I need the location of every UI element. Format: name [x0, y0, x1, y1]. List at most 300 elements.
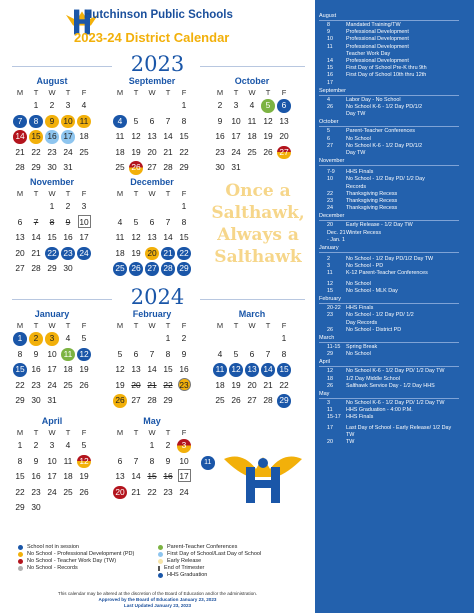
month-name: May [143, 416, 161, 426]
footer [0, 591, 315, 609]
day-number: 26 [113, 394, 127, 408]
event-row [327, 256, 470, 263]
day-number: 29 [15, 502, 25, 512]
event-date: 10 [327, 36, 333, 43]
event-row [327, 305, 470, 312]
weekday-label: F [181, 428, 187, 437]
day-cell [144, 393, 160, 409]
day-cell [176, 129, 192, 145]
day-number: 3 [233, 100, 239, 110]
month-grid [212, 87, 292, 176]
day-cell [228, 160, 244, 176]
day-cell [112, 215, 128, 231]
day-cell [76, 215, 92, 231]
day-cell [212, 347, 228, 363]
day-number: 18 [247, 131, 257, 141]
day-cell [212, 98, 228, 114]
weekday-label: F [81, 321, 87, 330]
event-date: 15 [327, 65, 333, 72]
day-cell [176, 469, 192, 485]
day-number: 25 [79, 146, 89, 157]
calendar-title: 2023-24 District Calendar [74, 30, 230, 45]
day-cell [212, 160, 228, 176]
day-number: 21 [31, 247, 41, 258]
event-row [327, 230, 470, 237]
event-row [327, 44, 470, 51]
day-cell [44, 347, 60, 363]
day-cell [160, 485, 176, 501]
day-number: 11 [63, 455, 73, 466]
day-cell [76, 438, 92, 454]
legend-item [18, 544, 134, 551]
weekday-label: M [16, 321, 24, 330]
day-cell [144, 160, 160, 176]
day-number: 30 [31, 502, 41, 512]
day-cell [76, 485, 92, 501]
event-row [327, 169, 470, 176]
event-date: 15-17 [327, 414, 341, 421]
weekday-label: T [265, 88, 271, 97]
day-number: 13 [131, 364, 141, 374]
event-date: 11 [327, 270, 333, 277]
day-number: 4 [65, 440, 71, 450]
footer-updated: Last Updated January 23, 2023 [123, 603, 192, 608]
weekday-label: T [265, 321, 271, 330]
day-cell [276, 160, 292, 176]
day-number: 9 [33, 348, 39, 359]
day-cell [144, 145, 160, 161]
month-september [112, 75, 192, 176]
day-cell [160, 378, 176, 394]
weekday-label: W [48, 189, 56, 198]
day-cell [44, 485, 60, 501]
weekday-label: W [148, 88, 156, 97]
day-number: 12 [77, 348, 91, 362]
weekday-label: T [233, 88, 239, 97]
day-number: 12 [131, 232, 141, 242]
event-row [327, 368, 470, 375]
day-cell [160, 393, 176, 409]
day-cell [176, 331, 192, 347]
event-text [346, 80, 468, 87]
day-cell [128, 347, 144, 363]
day-cell [28, 246, 44, 262]
day-cell [76, 331, 92, 347]
day-number: 18 [215, 379, 225, 390]
day-number: 20 [131, 379, 141, 390]
day-number: 14 [13, 130, 27, 144]
day-cell [28, 261, 44, 277]
day-cell [76, 500, 92, 516]
day-number: 13 [147, 131, 157, 141]
weekday-label: T [33, 428, 39, 437]
day-number: 29 [31, 162, 41, 172]
day-number: 27 [147, 162, 157, 172]
day-cell [160, 362, 176, 378]
day-number: 16 [215, 131, 225, 141]
day-cell [244, 160, 260, 176]
day-cell [128, 145, 144, 161]
day-cell [260, 347, 276, 363]
event-text: Salthawk Service Day - 1/2 Day HHS [346, 382, 435, 389]
day-cell [228, 347, 244, 363]
day-cell [228, 114, 244, 130]
day-cell [28, 393, 44, 409]
day-cell [60, 129, 76, 145]
event-row [327, 439, 470, 446]
day-number: 16 [45, 130, 59, 144]
day-number: 21 [163, 146, 173, 157]
day-cell [176, 199, 192, 215]
weekday-label: F [281, 321, 287, 330]
day-cell [276, 98, 292, 114]
day-number: 28 [31, 263, 41, 273]
day-cell [28, 199, 44, 215]
day-cell [260, 378, 276, 394]
day-cell [28, 469, 44, 485]
day-number: 2 [165, 440, 171, 450]
day-number: 14 [163, 131, 173, 141]
event-date: 8 [327, 22, 330, 28]
event-date [327, 320, 346, 327]
event-row [327, 312, 470, 319]
day-number: 24 [231, 146, 241, 157]
day-cell [276, 378, 292, 394]
day-cell [128, 454, 144, 470]
day-number: 17 [79, 232, 89, 242]
day-cell [128, 160, 144, 176]
day-number: 20 [15, 247, 25, 258]
event-row [327, 29, 470, 36]
weekday-label: T [133, 189, 139, 198]
day-number: 23 [61, 247, 75, 261]
day-number: 11 [247, 115, 257, 126]
day-number: 16 [179, 364, 189, 374]
footer-disclaimer: This calendar may be altered at the discretion of the Board of Education and/or the administration. [57, 591, 258, 596]
day-number: 2 [29, 332, 43, 346]
day-number: 4 [117, 216, 123, 227]
event-text: No School [346, 135, 371, 142]
event-text: First Day of School 10th thru 12th [346, 72, 427, 79]
day-cell [260, 114, 276, 130]
month-name: April [41, 416, 63, 426]
weekday-label: M [216, 88, 224, 97]
day-number: 8 [281, 348, 287, 359]
slogan-line: Always a [217, 225, 299, 245]
day-cell [276, 331, 292, 347]
day-cell [212, 331, 228, 347]
day-number: 3 [45, 332, 59, 346]
day-cell [28, 378, 44, 394]
event-row [327, 143, 470, 150]
day-number: 6 [149, 216, 155, 227]
legend-label: No School - Professional Development (PD) [27, 551, 135, 557]
day-number: 14 [147, 364, 157, 374]
day-number: 26 [231, 395, 241, 405]
day-number: 29 [163, 395, 173, 405]
day-cell [60, 114, 76, 130]
slogan [208, 180, 308, 268]
day-number: 16 [31, 471, 41, 481]
day-cell [12, 362, 28, 378]
day-number: 8 [165, 348, 171, 359]
weekday-label: M [116, 321, 124, 330]
day-cell [144, 485, 160, 501]
day-number: 8 [49, 216, 55, 227]
day-number: 15 [47, 232, 57, 242]
day-cell [44, 331, 60, 347]
day-cell [76, 199, 92, 215]
day-cell [144, 331, 160, 347]
day-number: 5 [117, 348, 123, 359]
day-number: 15 [179, 131, 189, 141]
weekday-label: W [48, 428, 56, 437]
day-number: 23 [163, 486, 173, 497]
day-cell [28, 98, 44, 114]
day-number: 25 [63, 486, 73, 497]
day-cell [160, 129, 176, 145]
day-number: 4 [217, 348, 223, 359]
weekday-label: T [233, 321, 239, 330]
day-cell [112, 129, 128, 145]
event-date [327, 432, 346, 439]
weekday-label: M [116, 428, 124, 437]
day-cell [128, 362, 144, 378]
legend-item [158, 565, 261, 572]
event-text: No School [346, 351, 371, 358]
event-text: Labor Day - No School [346, 96, 401, 103]
day-number: 13 [15, 232, 25, 242]
day-cell [12, 454, 28, 470]
event-text: 1/2 Day Middle School [346, 375, 400, 382]
day-cell [160, 438, 176, 454]
day-cell [176, 393, 192, 409]
day-cell [144, 347, 160, 363]
day-number: 28 [263, 395, 273, 405]
footer-approval: Approved by the Board of Education January 23, 2023 [98, 597, 217, 602]
day-cell [176, 215, 192, 231]
day-cell [176, 438, 192, 454]
day-cell [60, 215, 76, 231]
event-text: No School - 1/2 Day PD/ 1/2 [346, 312, 414, 319]
day-number: 20 [145, 247, 159, 261]
event-date: 24 [327, 205, 333, 212]
month-march [212, 308, 292, 409]
event-row [327, 104, 470, 111]
slogan-line: Once a [225, 181, 291, 201]
day-cell [76, 454, 92, 470]
year-2024-heading: 2024 [130, 285, 185, 309]
event-row [327, 136, 470, 143]
legend-dot-icon [158, 559, 163, 564]
day-cell [228, 129, 244, 145]
day-cell [44, 261, 60, 277]
day-cell [276, 114, 292, 130]
event-date: 6 [327, 135, 330, 142]
day-number: 15 [147, 471, 157, 481]
day-number: 1 [181, 201, 187, 211]
day-cell [260, 129, 276, 145]
day-number: 22 [15, 379, 25, 390]
day-number: 15 [13, 363, 27, 377]
event-text: Day Records [346, 319, 378, 326]
day-number: 28 [15, 162, 25, 172]
event-text: No School K-6 - 1/2 Day PD/ 1/2 Day TW [346, 368, 445, 375]
day-cell [260, 160, 276, 176]
day-cell [12, 114, 28, 130]
month-name: September [128, 76, 176, 86]
day-cell [160, 246, 176, 262]
day-number: 29 [15, 395, 25, 405]
day-number: 19 [79, 471, 89, 481]
graduation-marker: 11 [201, 456, 215, 470]
day-cell [144, 362, 160, 378]
event-date: 22 [327, 190, 333, 197]
day-number: 30 [47, 162, 57, 172]
day-cell [44, 438, 60, 454]
event-row [327, 222, 470, 229]
day-cell [176, 98, 192, 114]
day-number: 25 [247, 146, 257, 157]
day-number: 6 [277, 99, 291, 113]
event-row [327, 320, 470, 327]
event-row [327, 270, 470, 277]
day-number: 3 [81, 201, 87, 211]
event-date [327, 184, 346, 191]
event-row [327, 432, 470, 439]
day-cell [44, 145, 60, 161]
day-cell [128, 230, 144, 246]
event-date: 27 [327, 142, 333, 149]
day-cell [160, 98, 176, 114]
day-number: 23 [47, 146, 57, 157]
day-number: 18 [63, 364, 73, 374]
day-cell [144, 261, 160, 277]
month-name: October [234, 76, 270, 86]
day-cell [28, 362, 44, 378]
day-number: 19 [263, 131, 273, 141]
day-cell [60, 347, 76, 363]
event-text: First Day of School Pre-K thru 9th [346, 65, 427, 72]
day-cell [60, 362, 76, 378]
weekday-label: F [81, 428, 87, 437]
day-number: 1 [149, 440, 155, 450]
legend-right [158, 544, 261, 579]
day-number: 9 [181, 348, 187, 359]
day-number: 20 [113, 486, 127, 500]
event-row [327, 281, 470, 288]
day-cell [176, 454, 192, 470]
weekday-label: T [165, 88, 171, 97]
day-cell [76, 98, 92, 114]
event-text: Day TW [346, 111, 366, 118]
event-row [327, 288, 470, 295]
day-number: 29 [47, 263, 57, 273]
day-cell [228, 393, 244, 409]
weekday-label: T [165, 189, 171, 198]
event-row [327, 237, 470, 244]
day-number: 8 [17, 348, 23, 359]
day-cell [244, 145, 260, 161]
day-number: 10 [47, 348, 57, 359]
legend-label: HHS Graduation [167, 572, 208, 578]
month-grid [12, 87, 92, 176]
day-number: 19 [115, 379, 125, 390]
day-number: 18 [115, 146, 125, 157]
day-cell [76, 378, 92, 394]
events-panel [315, 0, 474, 613]
day-cell [244, 331, 260, 347]
day-number: 28 [163, 162, 173, 172]
event-text: No School - District PD [346, 326, 402, 333]
day-cell [76, 469, 92, 485]
slogan-line: Salthawk [214, 247, 302, 267]
event-text: Thanksgiving Recess [346, 190, 398, 197]
day-cell [12, 98, 28, 114]
day-cell [112, 469, 128, 485]
day-number: 11 [115, 131, 125, 141]
legend-dot-icon [18, 559, 23, 564]
day-number: 23 [31, 486, 41, 497]
day-number: 26 [263, 146, 273, 157]
event-date: - Jan. 1 [327, 236, 345, 243]
event-row [327, 150, 470, 157]
event-section-header: December [319, 213, 459, 221]
day-number: 4 [113, 115, 127, 129]
month-name: January [34, 309, 70, 319]
day-number: 24 [47, 486, 57, 497]
month-name: December [130, 177, 174, 187]
day-cell [176, 246, 192, 262]
day-number: 7 [165, 216, 171, 227]
day-cell [76, 129, 92, 145]
day-number: 15 [15, 471, 25, 481]
day-number: 17 [61, 130, 75, 144]
day-cell [128, 378, 144, 394]
day-number: 19 [231, 379, 241, 390]
event-date: 3 [327, 399, 330, 406]
day-number: 5 [233, 348, 239, 359]
event-row [327, 327, 470, 334]
day-cell [128, 393, 144, 409]
day-cell [60, 485, 76, 501]
day-cell [60, 331, 76, 347]
day-number: 17 [231, 131, 241, 141]
day-number: 20 [147, 146, 157, 157]
day-number: 11 [77, 115, 91, 129]
day-number: 22 [177, 247, 191, 261]
day-cell [144, 438, 160, 454]
legend-label: First Day of School/Last Day of School [167, 551, 262, 557]
day-number: 29 [177, 262, 191, 276]
day-cell [144, 230, 160, 246]
day-cell [28, 347, 44, 363]
event-text: HHS Graduation - 4:00 P.M. [346, 407, 413, 414]
day-number: 2 [181, 333, 187, 343]
day-cell [28, 454, 44, 470]
day-number: 5 [81, 440, 87, 450]
event-row [327, 191, 470, 198]
day-number: 5 [133, 216, 139, 227]
event-row [327, 198, 470, 205]
day-number: 8 [181, 216, 187, 227]
day-cell [244, 98, 260, 114]
event-text: K-12 Parent-Teacher Conferences [346, 270, 428, 277]
day-cell [176, 145, 192, 161]
month-december [112, 176, 192, 277]
day-cell [44, 500, 60, 516]
event-date: 17 [327, 79, 333, 86]
